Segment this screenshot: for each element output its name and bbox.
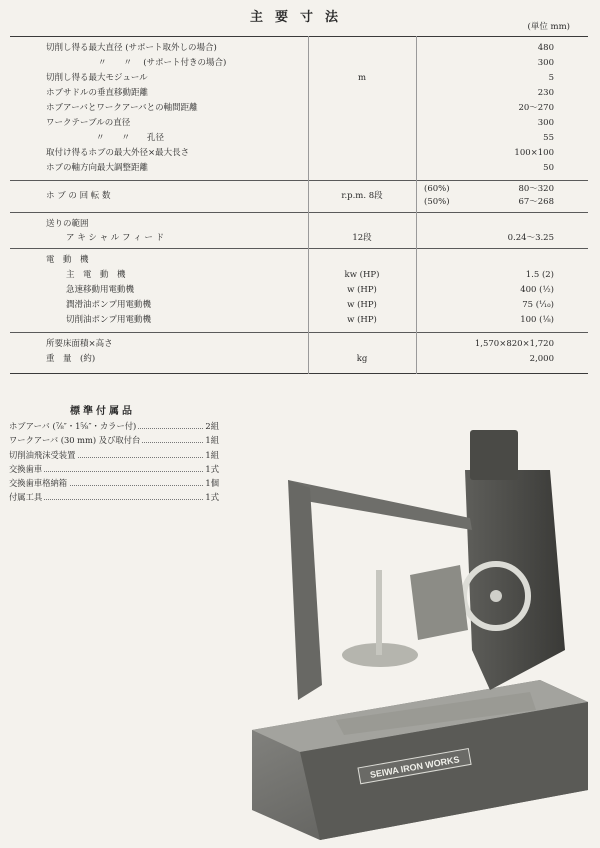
spec-label: 電 動 機 bbox=[46, 255, 89, 265]
list-item bbox=[9, 476, 219, 490]
spec-label: ア キ シ ャ ル フ ィ ー ド bbox=[66, 233, 165, 243]
spec-value: 75 (⅒) bbox=[522, 300, 554, 310]
spec-value: 20～270 bbox=[518, 103, 554, 113]
accessory-name: 交換歯車格納箱 bbox=[9, 478, 68, 489]
spec-value: 400 (½) bbox=[520, 285, 554, 295]
accessory-name: ホブアーバ (⅞″・1⅝″・カラー付) bbox=[9, 421, 137, 431]
machine-column bbox=[465, 470, 565, 690]
hobbing-machine-photo bbox=[240, 430, 600, 848]
spec-label: 切削し得る最大モジュール bbox=[46, 73, 148, 83]
overarm-support bbox=[288, 480, 322, 700]
spec-value: 80～320 bbox=[518, 184, 554, 194]
list-item bbox=[9, 490, 219, 504]
spec-label: 〃 〃 孔径 bbox=[96, 133, 165, 143]
spec-unit: w (HP) bbox=[347, 300, 377, 310]
spec-unit: w (HP) bbox=[347, 315, 377, 325]
spec-value: 300 bbox=[537, 118, 554, 128]
spec-value: 0.24～3.25 bbox=[507, 233, 554, 243]
list-item bbox=[9, 419, 219, 433]
spec-percent: (60%) bbox=[424, 184, 450, 194]
accessories-list bbox=[9, 419, 219, 505]
spec-unit: w (HP) bbox=[347, 285, 377, 295]
accessory-name: ワークアーバ (30 mm) 及び取付台 bbox=[9, 435, 141, 446]
unit-note: (単位 mm) bbox=[527, 22, 570, 32]
spec-value: 67～268 bbox=[518, 197, 554, 207]
overarm bbox=[288, 480, 472, 530]
spec-label: ホ ブ の 回 転 数 bbox=[46, 191, 111, 201]
accessory-qty: 1組 bbox=[205, 449, 219, 460]
spec-label: ワークテーブルの直径 bbox=[46, 118, 131, 128]
page-title: 主要寸法 bbox=[249, 10, 350, 25]
spec-value: 480 bbox=[537, 43, 554, 53]
spec-label: 所要床面積×高さ bbox=[46, 339, 113, 349]
spec-value: 1.5 (2) bbox=[525, 270, 554, 280]
spec-value: 5 bbox=[548, 73, 554, 83]
spec-label: 切削し得る最大直径 (サポート取外しの場合) bbox=[46, 43, 217, 53]
accessory-qty: 1式 bbox=[205, 463, 219, 474]
spec-label: 潤滑油ポンプ用電動機 bbox=[66, 300, 152, 310]
motor bbox=[470, 430, 518, 480]
hob-head bbox=[410, 565, 468, 640]
accessories-title: 標準付属品 bbox=[70, 406, 135, 417]
list-item bbox=[9, 448, 219, 462]
spec-label: 切削油ポンプ用電動機 bbox=[66, 315, 152, 325]
spec-label: ホブの軸方向最大調整距離 bbox=[46, 163, 149, 173]
list-item bbox=[9, 433, 219, 447]
spec-unit: kw (HP) bbox=[344, 270, 380, 280]
accessory-name: 付属工具 bbox=[9, 492, 43, 503]
accessory-qty: 2組 bbox=[205, 421, 219, 431]
spec-value: 100×100 bbox=[514, 148, 554, 158]
accessory-qty: 1式 bbox=[205, 492, 219, 503]
spec-label: 送りの範囲 bbox=[46, 219, 89, 229]
spec-unit: m bbox=[357, 73, 367, 83]
spec-value: 50 bbox=[543, 163, 554, 173]
spec-label: 急速移動用電動機 bbox=[66, 285, 135, 295]
spec-label: 主 電 動 機 bbox=[66, 270, 126, 280]
spec-value: 230 bbox=[537, 88, 554, 98]
spec-value: 55 bbox=[543, 133, 554, 143]
accessory-name: 切削油飛沫受装置 bbox=[9, 449, 76, 460]
spec-value: 100 (⅛) bbox=[520, 315, 554, 325]
spec-label: ホブサドルの垂直移動距離 bbox=[46, 88, 149, 98]
spec-unit: kg bbox=[356, 354, 368, 364]
spec-label: ホブアーバとワークアーバとの軸間距離 bbox=[46, 103, 198, 113]
handwheel-hub bbox=[490, 590, 502, 602]
spec-unit: 12段 bbox=[352, 233, 372, 243]
spec-value: 1,570×820×1,720 bbox=[474, 339, 554, 349]
spec-table bbox=[10, 36, 588, 374]
list-item bbox=[9, 462, 219, 476]
spec-unit: r.p.m. 8段 bbox=[341, 191, 383, 201]
spec-value: 300 bbox=[537, 58, 554, 68]
spec-label: 重 量 (約) bbox=[46, 354, 96, 364]
spec-percent: (50%) bbox=[424, 197, 450, 207]
spec-label: 〃 〃 (サポート付きの場合) bbox=[98, 58, 227, 68]
accessory-qty: 1個 bbox=[205, 478, 219, 489]
accessory-name: 交換歯車 bbox=[9, 463, 43, 474]
work-arbor bbox=[376, 570, 382, 655]
nameplate-text: SEIWA IRON WORKS bbox=[369, 754, 461, 780]
spec-label: 取付け得るホブの最大外径×最大長さ bbox=[46, 148, 190, 158]
accessory-qty: 1組 bbox=[205, 435, 219, 446]
spec-value: 2,000 bbox=[529, 354, 554, 364]
